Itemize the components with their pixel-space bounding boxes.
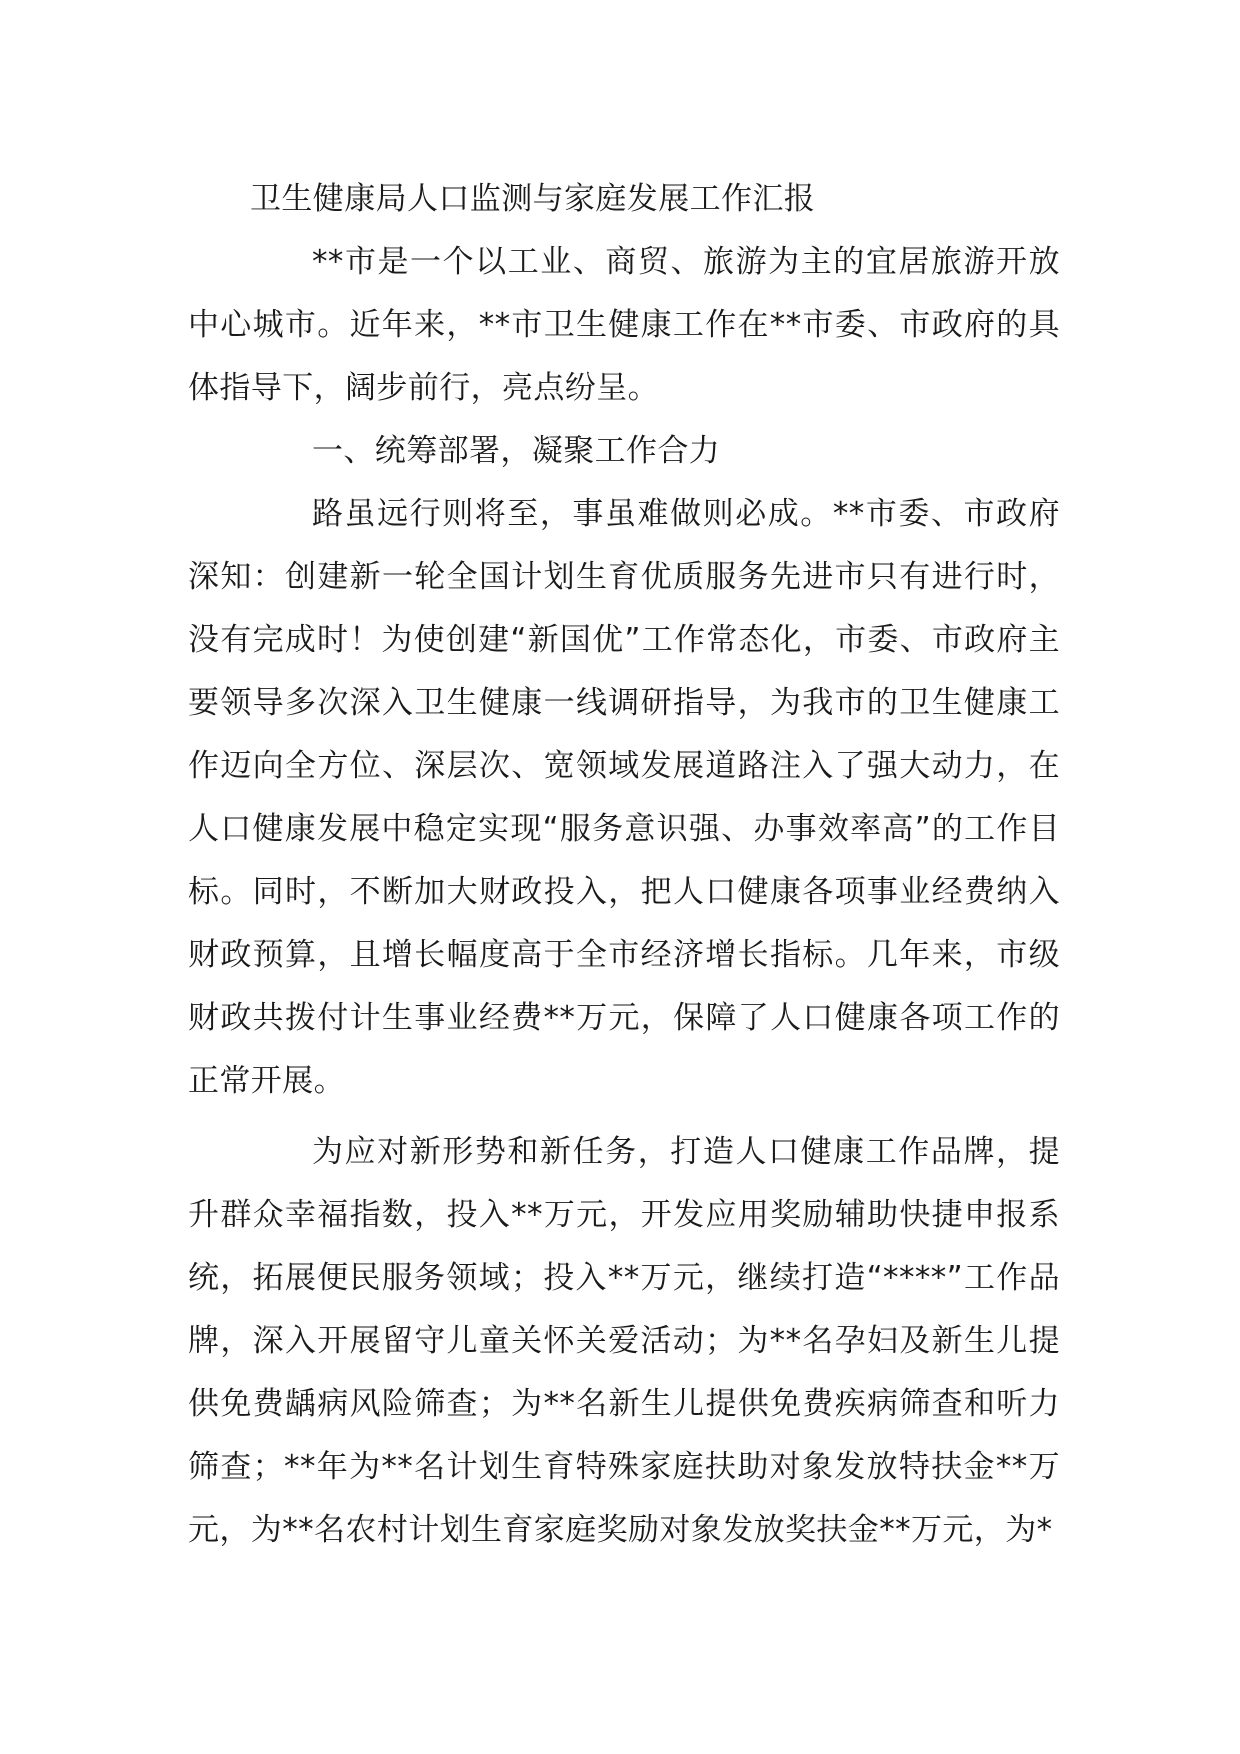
document-body: [188, 168, 1060, 1562]
body-paragraph: 路虽远行则将至，事虽难做则必成。**市委、市政府深知：创建新一轮全国计划生育优质服务先进市只有进行时，没有完成时！为使创建“新国优”工作常态化，市委、市政府主要领导多次深入卫生健康一线调研指导，为我市的卫生健康工作迈向全方位、深层次、宽领域发展道路注入了强大动力，在人口健康发展中稳定实现“服务意识强、办事效率高”的工作目标。同时，不断加大财政投入，把人口健康各项事业经费纳入财政预算，且增长幅度高于全市经济增长指标。几年来，市级财政共拨付计生事业经费**万元，保障了人口健康各项工作的正常开展。: [188, 496, 1060, 1099]
body-paragraph: 为应对新形势和新任务，打造人口健康工作品牌，提升群众幸福指数，投入**万元，开发应用奖励辅助快捷申报系统，拓展便民服务领域；投入**万元，继续打造“****”工作品牌，深入开展留守儿童关怀关爱活动；为**名孕妇及新生儿提供免费龋病风险筛查；为**名新生儿提供免费疾病筛查和听力筛查；**年为**名计划生育特殊家庭扶助对象发放特扶金**万元，为**名农村计划生育家庭奖励对象发放奖扶金**万元，为*: [188, 1134, 1060, 1548]
section-heading: 一、统筹部署，凝聚工作合力: [312, 433, 721, 469]
intro-paragraph: **市是一个以工业、商贸、旅游为主的宜居旅游开放中心城市。近年来，**市卫生健康工作在**市委、市政府的具体指导下，阔步前行，亮点纷呈。: [188, 244, 1060, 406]
document-title: 卫生健康局人口监测与家庭发展工作汇报: [250, 181, 816, 217]
